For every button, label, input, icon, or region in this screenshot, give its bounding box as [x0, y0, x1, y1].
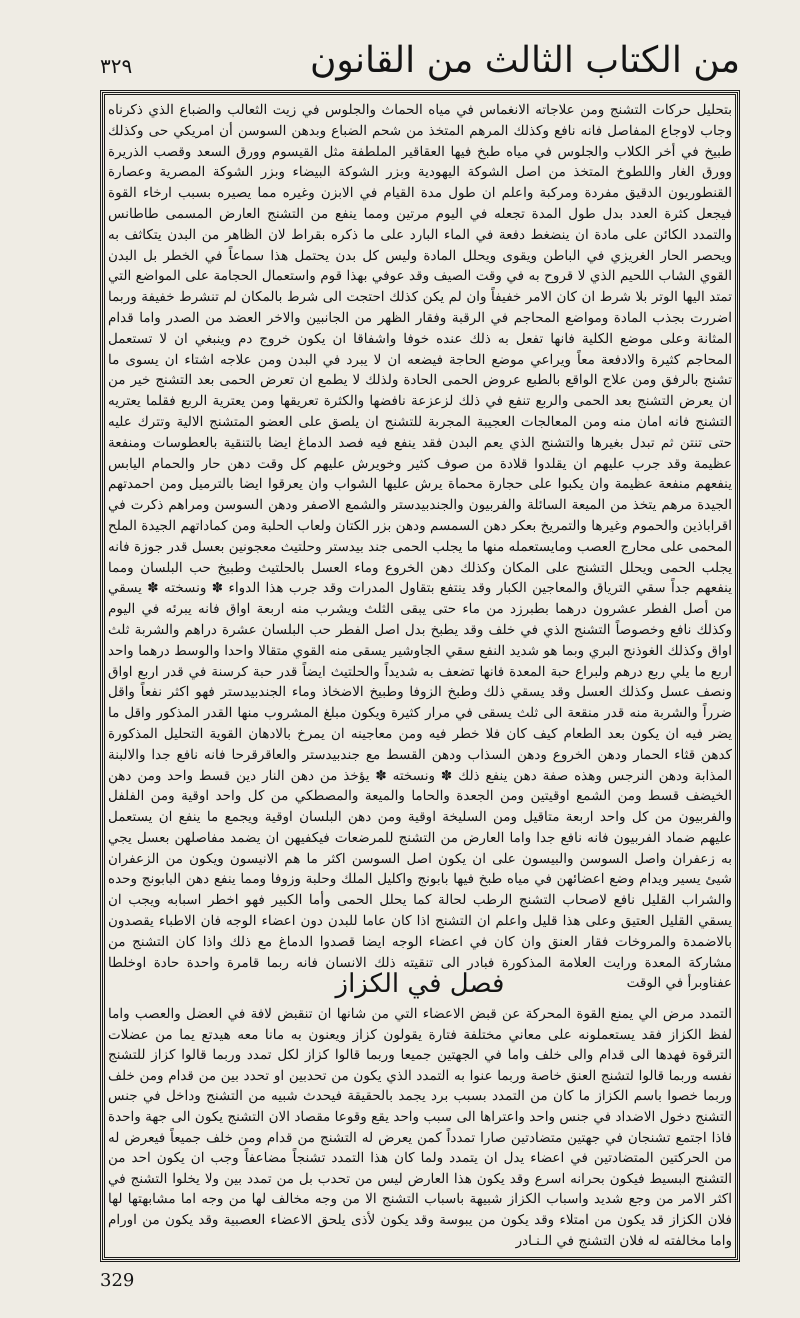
footer-page-number: 329 — [100, 1270, 135, 1291]
header-page-number: ٣٢٩ — [100, 54, 133, 78]
section-heading: فصل في الكزاز — [335, 969, 505, 999]
running-header — [100, 40, 740, 90]
body-paragraph: بتحليل حركات التشنج ومن علاجاته الانغماس في مياه الحماث والجلوس في زيت الثعالب والضباع الذي ذكرناه وجاب لاوجاع المفاصل فانه نافع وكذلك المرهم المتخذ من شحم الضباع وبدهن السوسن أن امريكي حى وكذلك طبيخ في أخر الكلاب والجلوس في مياه طبخ فيها العقاقير الملطفة مثل القيسوم وورق السعد وقصب الذريرة وورق الغار واللطوخ المتخذ من اصل الشوكة اليهودية وبزر الشوكة البيضاء وبزر الشوكة المصرية وعصارة القنطوريون الدقيق مفردة ومركبة واعلم ان طول مدة القيام في الابزن وغيره مما يصيره بسبب ارخاء القوة فيجعل كثرة العدد بدل طول المدة تجعله في اليوم مرتين ومما ينفع من التشنج العارض المسمى طاطانس والتمدد الكائن على مادة ان ينضغط دفعة في الماء البارد على ما ذكره بقراط لان الظاهر من البدن يتكاثف به ويحصر الحار الغريزي في الباطن ويقوى ويحلل المادة وليس كل بدن يحتمل هذا سماعاً في الخطر بل البدن القوي الشاب اللحيم الذي لا قروح به في وقت الصيف وقد عوفي بهذا قوم واستعمال الحجامة على المواضع التي تمتد اليها الوتر بلا شرط ان كان الامر خفيفاً وان لم يكن كذلك احتجت الى شرط بالمكان لم تنشرط خفيفة وربما اضررت بجذب المادة ومواضع المحاجم في الرقبة وفقار الظهر من الجانبين والاخر العضد من الصدر واما قدام المثانة وعلى موضع الكلية فانها تفعل به ذلك عنده خوفا واشفاقا ان يكون خروج دم وينبغي ان لا تستعمل المحاجم كثيرة والادفعة معاً ويراعي موضع الحاجة فيضعه ان لا يبرد في البدن ومن علاجه اشتاء ان يسوى ما تشنج بالرفق ومن علاج الواقع بالطبع عروض الحمى الحادة ولذلك لا يطمع ان تعرض الحمى بعد التشنج خير من ان يعرض التشنج بعد الحمى والربع تنفع في ذلك لزعزعة نافضها والكثرة تعريقها ومن يعترية الربع فقلما يعتريه التشنج فانه امان منه ومن المعالجات العجيبة المجربة للتشنج ان يلصق على العضو المتشنج الالية وتترك عليه حتى تنتن ثم تبدل بغيرها والتشنج الذي يعم البدن فقد ينفع فيه فصد الدماغ ايضا بالتنقية بالعطوسات ومنفعة عظيمة وقد جرب عليهم ان يقلدوا قلادة من صوف كثير وخويرش عليهم كل وقت دهن حار والحمام اليابس ينفعهم منفعة عظيمة وان يكبوا على حجارة محماة يرش عليها الشواب وان يعرقوا ايضا بالترميل ومن احمدتهم الجيدة مرهم يتخذ من الميعة السائلة والفربيون والجندبيدستر والشمع الاصفر ودهن السوسن ومراهم ذكرت في اقراباذين والحموم وغيرها والتمريخ بعكر دهن السمسم ودهن بزر الكتان ولعاب الحلبة ومن كماداتهم الجيدة الملح المحمى على محارج العصب ومايستعمله منها ما يجلب الحمى جند بيدستر وحلتيث معجونين بعسل قدر جوزة فانه يجلب الحمى ويحلل التشنج على المكان وكذلك دهن الخروع وماء العسل بالحلتيث وطبيخ حب البلسان ومما ينفعهم جداً سقي الترياق والمعاجين الكبار وقد ينتفع بتقاول المدرات وقد جرب هذا الدواء ✽ ونسخته ✽ يسقي من أصل الفطر عشرون درهما بطبرزد من ماء حتى يبقى الثلث ويشرب منه اربعة اواق فانه يبرئه في اليوم وكذلك نافع وخصوصاً التشنج الذي في خلف وقد يطبخ بدل اصل الفطر حب البلسان عشرة دراهم والشربة ثلث اواق وكذلك الغوذنج البري وبما هو شديد النفع سقي الجاوشير يسقى منه القوي متقالا واحدا والوسط درهما واحد اربع ما يلي ربع درهم ولبراع حبة المعدة فانها تضعف به شديداً والحلتيث ايضاً قدر حبة كرسنة في قدر اربع اواق ونصف عسل وكذلك العسل وقد يسقي ذلك وطبخ الزوفا وطبيخ الاضخاذ وماء الجندبيدستر فهو اكثر نفعاً واقل ضرراً والشربة منه قدر منقعة الى ثلث يسقى في مرار كثيرة ويكون مبلغ المشروب منها القدر المذكور واقل ما يضر فيه ان يكون بعد الطعام كيف كان فلا خطر فيه ومن معاجينه ان يمرخ بالادهان القوية التحليل المذكورة كدهن قثاء الحمار ودهن الخروع ودهن السذاب ودهن القسط مع جندبيدستر والعاقرقرحا فانه نافع جدا والالبنة المذابة ودهن النرجس وهذه صفة دهن ينفع ذلك ✽ ونسخته ✽ يؤخذ من دهن النار دين قسط واحد ومن دهن الخيضف قسط ومن الشمع اوقيتين ومن الجعدة والحاما والميعة والمصطكي من كل واحد اوقية ومن الفلفل والفربيون من كل واحد اربعة متاقيل ومن السليخة اوقية ومن دهن البلسان اوقية ويجمع ما ينفع ان يستعمل عليهم ضماد الفربيون فانه نافع جدا واما العارض من التشنج للمرضعات فيكفيهن ان يضمد مفاصلهن بعسل يجي به زعفران واصل السوسن والبيسون على ان يكون اصل السوسن اكثر ما هم الانيسون ويكون من الزعفران شيئ يسير ويدام وضع اعضائهن في مياه طبخ فيها بابونج واكليل الملك وحلبة وزوفا ومما ينفع دهن البابونج وحده والشراب القليل نافع لاصحاب التشنج الرطب لحالة كما يحلل الحمى وأما الكبير فهو اخطر اسبابه ويجب ان يسقي القليل العتيق وعلى هذا قليل واعلم ان التشنج اذا كان عاما للبدن دون اعضاء الوجه فان الاطباء يقصدون بالاضمدة والمروخات فقار العنق وان كان في اعضاء الوجه ايضا قصدوا الدماغ مع ذلك واذا كان التشنج من مشاركة المعدة ورايت العلامة المذكورة فبادر الى تنقيته ذلك الانسان فانه ربما قامرة واحدة حادة اوخلطا عفناوبرأ في الوقت — [108, 102, 732, 992]
section-text-block — [108, 1004, 732, 1251]
running-header-title: من الكتاب الثالث من القانون — [309, 40, 740, 81]
main-text-block — [108, 100, 732, 994]
section-paragraph: التمدد مرض الي يمنع القوة المحركة عن قبض الاعضاء التي من شانها ان تنقبض لافة في العضل والعصب واما لفظ الكزاز فقد يستعملونه على معاني مختلفة فتارة يقولون كزاز ويعنون به مانا معه هيدتع يما من عضلات الترقوة فهدها الى قدام والى خلف واما في الجهتين جميعا وربما قالوا كزاز لكل تمدد وربما قالوا كزاز للتشنج نفسه وربما قالوا لتشنج العنق خاصة وربما عنوا به التمدد الذي يكون من تحدبين او تحدد بين من قدام ومن خلف وربما خصوا باسم الكزاز ما كان من التمدد بسبب برد يجمد بالحقيقة فيحدث شبيه من التشنج وداخل في جنس التشنج دخول الاضداد في جنس واحد واعتراها الى سبب واحد يقع وقوعا مقصاد الان التشنج يكون الى جهة واحدة فاذا اجتمع تشنجان في جهتين متضادتين صارا تمدداً كمن يعرض له التشنج من قدام ومن خلف جميعاً فيعرض له من الحركتين المتضادتين في اعضاء يدل ان يتمدد ولما كان هذا التمدد تشنجاً مضاعفاً وجب ان يكون احد من التشنج البسيط فيكون بحرانه اسرع وقد يكون هذا العارض ليس من تحدب بل من تمدد بين ولا يخلوا التشنج في اكثر الامر من وجع شديد واسباب الكزاز شبيهة باسباب التشنج الا من وجه مخالف لها من وجه اما مشابهتها لها فلان الكزاز قد يكون من امتلاء وقد يكون من يبوسة وقد يكون لأذى يلحق الاعضاء العصبية وقد يكون من اورام واما مخالفته له فلان التشنج في الـنـادر — [108, 1006, 733, 1249]
